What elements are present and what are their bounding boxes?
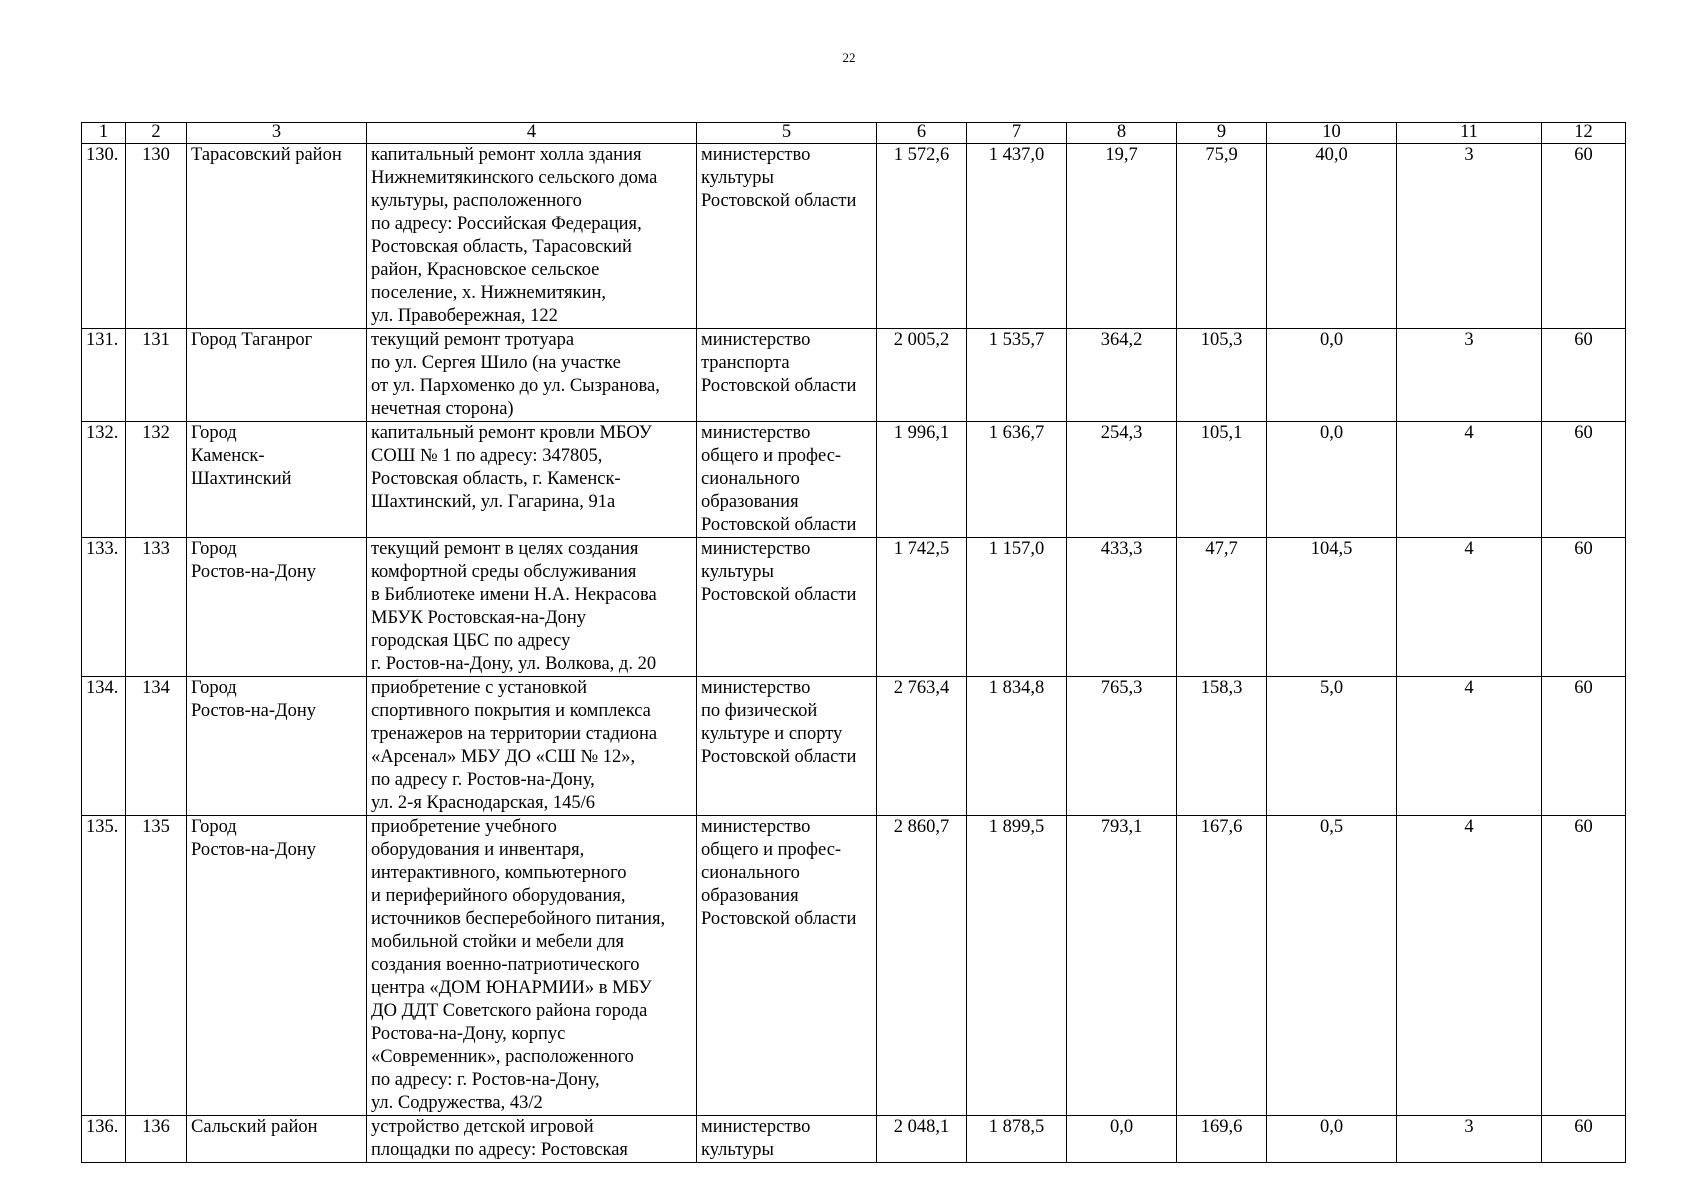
column-header: 10 — [1267, 123, 1397, 144]
value-cell-7: 1 157,0 — [967, 538, 1067, 677]
column-header: 7 — [967, 123, 1067, 144]
value-cell-8: 433,3 — [1067, 538, 1177, 677]
value-cell-11: 4 — [1397, 538, 1542, 677]
description-cell: приобретение с установкой спортивного покрытия и комплекса тренажеров на территории стадиона «Арсенал» МБУ ДО «СШ № 12», по адресу г. Ростов-на-Дону, ул. 2-я Краснодарская, 145/6 — [367, 677, 697, 816]
value-cell-8: 19,7 — [1067, 144, 1177, 329]
column-header: 12 — [1542, 123, 1626, 144]
value-cell-10: 0,5 — [1267, 816, 1397, 1116]
value-cell-10: 0,0 — [1267, 422, 1397, 538]
value-cell-6: 2 860,7 — [877, 816, 967, 1116]
row-number-cell: 132. — [82, 422, 126, 538]
table-row — [82, 144, 1626, 329]
value-cell-8: 364,2 — [1067, 329, 1177, 422]
row-number-cell: 130. — [82, 144, 126, 329]
column-header: 3 — [187, 123, 367, 144]
row-number-cell: 136. — [82, 1116, 126, 1163]
value-cell-11: 3 — [1397, 1116, 1542, 1163]
value-cell-10: 5,0 — [1267, 677, 1397, 816]
column-header: 8 — [1067, 123, 1177, 144]
description-cell: капитальный ремонт холла здания Нижнемитякинского сельского дома культуры, расположенного по адресу: Российская Федерация, Ростовская область, Тарасовский район, Красновское сельское поселение, х. Нижнемитякин, ул. Правобережная, 122 — [367, 144, 697, 329]
value-cell-9: 158,3 — [1177, 677, 1267, 816]
territory-cell: Город Ростов-на-Дону — [187, 677, 367, 816]
value-cell-10: 40,0 — [1267, 144, 1397, 329]
ministry-cell: министерство культуры — [697, 1116, 877, 1163]
value-cell-12: 60 — [1542, 329, 1626, 422]
value-cell-9: 105,3 — [1177, 329, 1267, 422]
value-cell-6: 1 742,5 — [877, 538, 967, 677]
column-header: 2 — [126, 123, 187, 144]
ministry-cell: министерство общего и профес- сионального образования Ростовской области — [697, 422, 877, 538]
value-cell-9: 47,7 — [1177, 538, 1267, 677]
data-table — [81, 122, 1626, 1163]
value-cell-9: 105,1 — [1177, 422, 1267, 538]
value-cell-12: 60 — [1542, 816, 1626, 1116]
description-cell: приобретение учебного оборудования и инвентаря, интерактивного, компьютерного и периферийного оборудования, источников бесперебойного питания, мобильной стойки и мебели для создания военно-патриотического центра «ДОМ ЮНАРМИИ» в МБУ ДО ДДТ Советского района города Ростова-на-Дону, корпус «Современник», расположенного по адресу: г. Ростов-на-Дону, ул. Содружества, 43/2 — [367, 816, 697, 1116]
value-cell-12: 60 — [1542, 144, 1626, 329]
value-cell-11: 4 — [1397, 677, 1542, 816]
column-header: 5 — [697, 123, 877, 144]
row-number-cell: 131. — [82, 329, 126, 422]
ministry-cell: министерство по физической культуре и спорту Ростовской области — [697, 677, 877, 816]
value-cell-12: 60 — [1542, 538, 1626, 677]
object-number-cell: 136 — [126, 1116, 187, 1163]
territory-cell: Сальский район — [187, 1116, 367, 1163]
value-cell-6: 2 763,4 — [877, 677, 967, 816]
value-cell-7: 1 535,7 — [967, 329, 1067, 422]
value-cell-9: 169,6 — [1177, 1116, 1267, 1163]
value-cell-10: 0,0 — [1267, 1116, 1397, 1163]
ministry-cell: министерство транспорта Ростовской области — [697, 329, 877, 422]
value-cell-7: 1 636,7 — [967, 422, 1067, 538]
value-cell-12: 60 — [1542, 1116, 1626, 1163]
value-cell-12: 60 — [1542, 677, 1626, 816]
value-cell-10: 104,5 — [1267, 538, 1397, 677]
value-cell-11: 4 — [1397, 422, 1542, 538]
table-row — [82, 816, 1626, 1116]
column-header: 1 — [82, 123, 126, 144]
ministry-cell: министерство культуры Ростовской области — [697, 538, 877, 677]
row-number-cell: 134. — [82, 677, 126, 816]
column-header: 6 — [877, 123, 967, 144]
value-cell-7: 1 437,0 — [967, 144, 1067, 329]
value-cell-12: 60 — [1542, 422, 1626, 538]
row-number-cell: 135. — [82, 816, 126, 1116]
page-number: 22 — [842, 50, 856, 65]
column-header: 4 — [367, 123, 697, 144]
value-cell-6: 2 005,2 — [877, 329, 967, 422]
object-number-cell: 132 — [126, 422, 187, 538]
value-cell-8: 254,3 — [1067, 422, 1177, 538]
table-row — [82, 677, 1626, 816]
object-number-cell: 131 — [126, 329, 187, 422]
column-header: 11 — [1397, 123, 1542, 144]
value-cell-6: 2 048,1 — [877, 1116, 967, 1163]
territory-cell: Город Ростов-на-Дону — [187, 538, 367, 677]
description-cell: текущий ремонт в целях создания комфортной среды обслуживания в Библиотеке имени Н.А. Некрасова МБУК Ростовская-на-Дону городская ЦБС по адресу г. Ростов-на-Дону, ул. Волкова, д. 20 — [367, 538, 697, 677]
value-cell-9: 75,9 — [1177, 144, 1267, 329]
territory-cell: Тарасовский район — [187, 144, 367, 329]
description-cell: устройство детской игровой площадки по адресу: Ростовская — [367, 1116, 697, 1163]
ministry-cell: министерство общего и профес- сионального образования Ростовской области — [697, 816, 877, 1116]
value-cell-7: 1 899,5 — [967, 816, 1067, 1116]
value-cell-11: 3 — [1397, 144, 1542, 329]
value-cell-8: 0,0 — [1067, 1116, 1177, 1163]
value-cell-7: 1 878,5 — [967, 1116, 1067, 1163]
value-cell-7: 1 834,8 — [967, 677, 1067, 816]
territory-cell: Город Каменск- Шахтинский — [187, 422, 367, 538]
description-cell: текущий ремонт тротуара по ул. Сергея Шило (на участке от ул. Пархоменко до ул. Сызранова, нечетная сторона) — [367, 329, 697, 422]
value-cell-6: 1 996,1 — [877, 422, 967, 538]
object-number-cell: 130 — [126, 144, 187, 329]
territory-cell: Город Таганрог — [187, 329, 367, 422]
value-cell-11: 4 — [1397, 816, 1542, 1116]
column-header-row — [82, 123, 1626, 144]
table-row — [82, 422, 1626, 538]
table-row — [82, 1116, 1626, 1163]
table-row — [82, 329, 1626, 422]
table-row — [82, 538, 1626, 677]
territory-cell: Город Ростов-на-Дону — [187, 816, 367, 1116]
ministry-cell: министерство культуры Ростовской области — [697, 144, 877, 329]
value-cell-11: 3 — [1397, 329, 1542, 422]
value-cell-6: 1 572,6 — [877, 144, 967, 329]
value-cell-9: 167,6 — [1177, 816, 1267, 1116]
row-number-cell: 133. — [82, 538, 126, 677]
description-cell: капитальный ремонт кровли МБОУ СОШ № 1 по адресу: 347805, Ростовская область, г. Каменск- Шахтинский, ул. Гагарина, 91а — [367, 422, 697, 538]
object-number-cell: 134 — [126, 677, 187, 816]
object-number-cell: 135 — [126, 816, 187, 1116]
value-cell-8: 765,3 — [1067, 677, 1177, 816]
object-number-cell: 133 — [126, 538, 187, 677]
column-header: 9 — [1177, 123, 1267, 144]
value-cell-10: 0,0 — [1267, 329, 1397, 422]
value-cell-8: 793,1 — [1067, 816, 1177, 1116]
